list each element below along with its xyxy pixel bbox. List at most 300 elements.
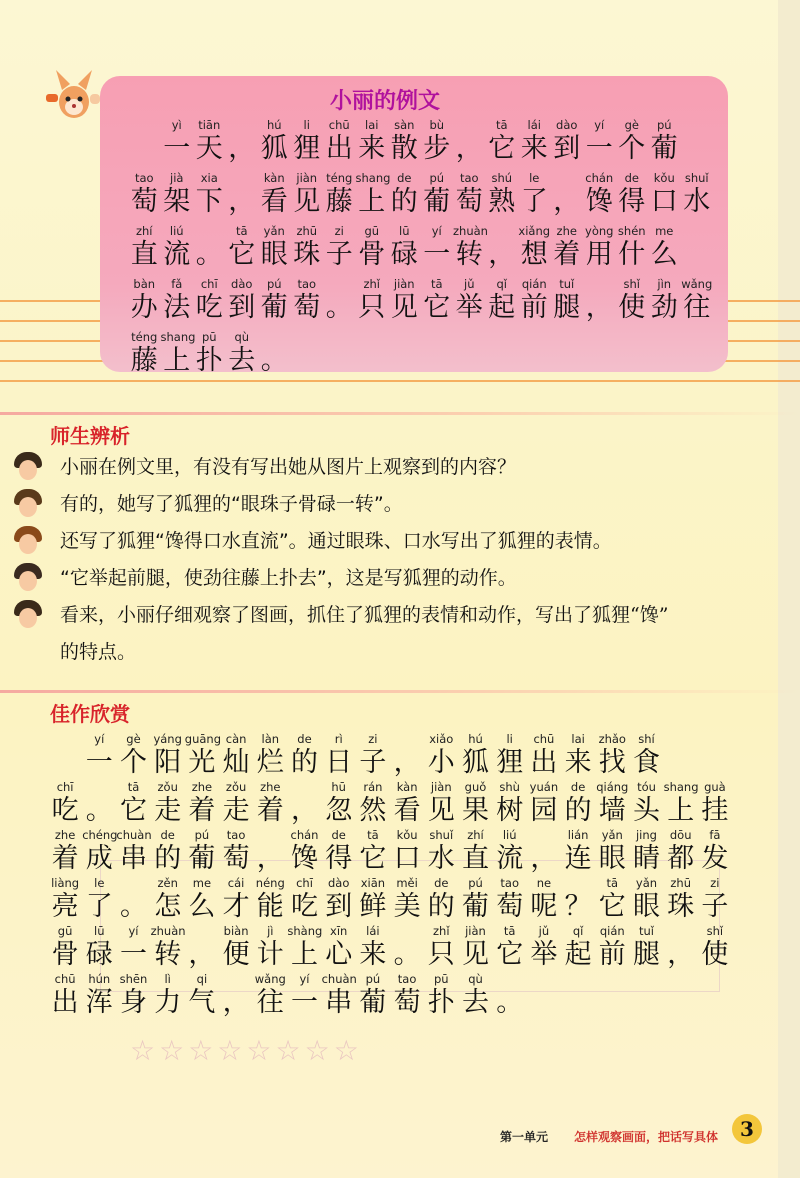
character-with-pinyin [287, 780, 321, 828]
hanzi: ， [290, 795, 318, 826]
character-with-pinyin [664, 828, 698, 876]
hanzi: 眼 [632, 891, 660, 922]
hanzi: 发 [701, 843, 729, 874]
hanzi: 葡 [423, 186, 451, 217]
hanzi: 到 [553, 133, 581, 164]
hanzi: ， [228, 133, 256, 164]
pinyin: tā [495, 118, 508, 132]
hanzi: 想 [520, 239, 548, 270]
pinyin: kàn [396, 780, 418, 794]
hanzi: 见 [427, 795, 455, 826]
character-with-pinyin [421, 224, 454, 272]
hanzi: 墙 [598, 795, 626, 826]
pinyin: pū [201, 330, 217, 344]
hanzi: 狐 [461, 747, 489, 778]
character-with-pinyin [151, 780, 185, 828]
pinyin: qù [234, 330, 250, 344]
hanzi: 日 [325, 747, 353, 778]
pinyin: zhǐ [433, 924, 450, 938]
character-with-pinyin [561, 924, 595, 972]
pinyin: tao [134, 171, 154, 185]
character-with-pinyin [128, 171, 161, 219]
passage-line [48, 972, 738, 1020]
character-with-pinyin [681, 277, 714, 325]
character-with-pinyin [648, 118, 681, 166]
character-with-pinyin [226, 224, 259, 272]
character-with-pinyin [185, 972, 219, 1020]
pinyin: zǒu [225, 780, 247, 794]
pinyin: jìn [657, 277, 672, 291]
hanzi: 看 [260, 186, 288, 217]
character-with-pinyin [128, 330, 161, 378]
character-with-pinyin [527, 732, 561, 780]
character-with-pinyin [287, 924, 321, 972]
hanzi: 鲜 [359, 891, 387, 922]
pinyin: zhū [296, 224, 318, 238]
pinyin [226, 118, 259, 132]
pinyin: tuǐ [638, 924, 654, 938]
passage-line [128, 277, 713, 330]
pinyin: chī [56, 780, 74, 794]
hanzi: 直 [130, 239, 158, 270]
hanzi: 来 [564, 747, 592, 778]
pinyin: xia [200, 171, 218, 185]
character-with-pinyin [458, 972, 492, 1020]
pinyin: xiān [360, 876, 386, 890]
pinyin: yuán [529, 780, 559, 794]
pinyin: lū [94, 924, 105, 938]
pinyin: téng [326, 171, 353, 185]
hanzi: 馋 [585, 186, 613, 217]
pinyin: tā [127, 780, 140, 794]
hanzi: 一 [290, 987, 318, 1018]
pinyin: zi [710, 876, 720, 890]
hanzi: 葡 [359, 987, 387, 1018]
character-with-pinyin [527, 780, 561, 828]
hanzi: 出 [530, 747, 558, 778]
pinyin: hú [266, 118, 282, 132]
pinyin: zi [334, 224, 344, 238]
character-with-pinyin [583, 224, 616, 272]
passage-line [128, 224, 708, 277]
hanzi: 。 [496, 987, 524, 1018]
teacher-avatar-icon [12, 600, 44, 632]
pinyin: jiàn [430, 780, 452, 794]
hanzi: 食 [632, 747, 660, 778]
hanzi: 天 [195, 133, 223, 164]
hanzi: 阳 [154, 747, 182, 778]
character-with-pinyin [48, 876, 82, 924]
appreciation-heading: 佳作欣赏 [50, 702, 130, 726]
character-with-pinyin [287, 732, 321, 780]
character-with-pinyin [453, 171, 486, 219]
hanzi: 呢 [530, 891, 558, 922]
hanzi: 才 [222, 891, 250, 922]
pinyin: zhǎo [598, 732, 626, 746]
character-with-pinyin [161, 330, 194, 378]
pinyin: lì [164, 972, 171, 986]
example-passage [128, 118, 713, 383]
pinyin: dōu [669, 828, 692, 842]
hanzi: 步 [423, 133, 451, 164]
character-with-pinyin [551, 171, 584, 219]
character-with-pinyin [219, 876, 253, 924]
hanzi: 法 [163, 292, 191, 323]
passage-line [128, 330, 708, 383]
pinyin [583, 277, 616, 291]
pinyin: qián [521, 277, 547, 291]
hanzi: 灿 [222, 747, 250, 778]
hanzi: 前 [520, 292, 548, 323]
character-with-pinyin [356, 118, 389, 166]
hanzi: 么 [650, 239, 678, 270]
pinyin: biàn [223, 924, 249, 938]
hanzi: ， [228, 186, 256, 217]
character-with-pinyin [616, 277, 649, 325]
pinyin: wǎng [681, 277, 713, 291]
hanzi: 一 [119, 939, 147, 970]
pinyin [527, 828, 561, 842]
pinyin: guǒ [464, 780, 487, 794]
dialog-line [12, 487, 792, 523]
hanzi: 吃 [290, 891, 318, 922]
character-with-pinyin [486, 277, 519, 325]
pinyin: tao [226, 828, 246, 842]
hanzi: 腿 [632, 939, 660, 970]
pinyin: shú [491, 171, 513, 185]
character-with-pinyin [356, 972, 390, 1020]
pinyin: lū [399, 224, 410, 238]
pinyin [193, 224, 226, 238]
pinyin: jià [170, 171, 184, 185]
pinyin: hú [468, 732, 483, 746]
character-with-pinyin [458, 828, 492, 876]
character-with-pinyin [616, 171, 649, 219]
page-number: 3 [732, 1114, 762, 1144]
character-with-pinyin [486, 118, 519, 166]
pinyin: tā [367, 828, 379, 842]
hanzi: 浑 [85, 987, 113, 1018]
hanzi: 出 [325, 133, 353, 164]
character-with-pinyin [291, 118, 324, 166]
character-with-pinyin [291, 224, 324, 272]
hanzi: 的 [290, 747, 318, 778]
character-with-pinyin [48, 972, 82, 1020]
pinyin: bù [429, 118, 445, 132]
character-with-pinyin [322, 780, 356, 828]
hanzi: 口 [393, 843, 421, 874]
character-with-pinyin [356, 277, 389, 325]
pinyin: pú [656, 118, 672, 132]
hanzi: 的 [564, 795, 592, 826]
hanzi: ？ [564, 891, 592, 922]
hanzi: 得 [618, 186, 646, 217]
pinyin: téng [131, 330, 158, 344]
character-with-pinyin [253, 924, 287, 972]
pinyin: qǐ [496, 277, 507, 291]
pinyin: hū [331, 780, 346, 794]
pinyin: cái [227, 876, 245, 890]
character-with-pinyin [664, 780, 698, 828]
hanzi: 起 [564, 939, 592, 970]
pinyin: jiàn [393, 277, 415, 291]
character-with-pinyin [583, 118, 616, 166]
pinyin: fǎ [171, 277, 183, 291]
dialog-line [12, 450, 792, 486]
hanzi: 串 [119, 843, 147, 874]
hanzi: 下 [195, 186, 223, 217]
hanzi: 一 [423, 239, 451, 270]
dialog-text: 的特点。 [60, 641, 137, 663]
hanzi: 它 [359, 843, 387, 874]
character-with-pinyin [184, 732, 222, 780]
hanzi: 举 [455, 292, 483, 323]
pinyin: tiān [198, 118, 221, 132]
character-with-pinyin [193, 330, 226, 378]
pinyin: tao [459, 171, 479, 185]
hanzi: 么 [188, 891, 216, 922]
character-with-pinyin [629, 732, 663, 780]
hanzi: 用 [585, 239, 613, 270]
hanzi: 去 [461, 987, 489, 1018]
section-rule [0, 690, 800, 693]
character-with-pinyin [518, 224, 551, 272]
pinyin [128, 118, 161, 132]
hanzi: 串 [325, 987, 353, 1018]
hanzi: ， [455, 133, 483, 164]
pinyin: wǎng [254, 972, 286, 986]
character-with-pinyin [82, 876, 116, 924]
hanzi: 见 [461, 939, 489, 970]
hanzi: 葡 [650, 133, 678, 164]
fox-mascot-icon [44, 66, 102, 126]
character-with-pinyin [287, 972, 321, 1020]
dialog-text: 看来，小丽仔细观察了图画，抓住了狐狸的表情和动作，写出了狐狸“馋” [60, 604, 669, 626]
hanzi: 葡 [260, 292, 288, 323]
pinyin [287, 780, 321, 794]
pinyin: li [303, 118, 310, 132]
pinyin [253, 828, 287, 842]
pinyin: làn [261, 732, 280, 746]
pinyin: li [506, 732, 513, 746]
pinyin: yáng [153, 732, 182, 746]
dialog-text: “它举起前腿，使劲往藤上扑去”，这是写狐狸的动作。 [60, 567, 517, 589]
hanzi: 水 [683, 186, 711, 217]
character-with-pinyin [258, 224, 291, 272]
pinyin: qǐ [572, 924, 584, 938]
passage-line [48, 732, 738, 780]
passage-line [128, 118, 708, 171]
pinyin [390, 924, 424, 938]
character-with-pinyin [226, 118, 259, 166]
pinyin: zhe [54, 828, 76, 842]
character-with-pinyin [698, 828, 732, 876]
character-with-pinyin [193, 118, 226, 166]
hanzi: 珠 [293, 239, 321, 270]
dialog-line [12, 635, 792, 671]
hanzi: 劲 [650, 292, 678, 323]
pinyin: yí [299, 972, 310, 986]
pinyin: me [655, 224, 674, 238]
hanzi: 着 [51, 843, 79, 874]
character-with-pinyin [390, 732, 424, 780]
character-with-pinyin [185, 780, 219, 828]
character-with-pinyin [616, 224, 649, 272]
hanzi: 上 [290, 939, 318, 970]
hanzi: 的 [427, 891, 455, 922]
character-with-pinyin [258, 171, 291, 219]
character-with-pinyin [629, 780, 663, 828]
character-with-pinyin [390, 780, 424, 828]
boy2-avatar-icon [12, 563, 44, 595]
hanzi: ， [393, 747, 421, 778]
pinyin: zhuàn [453, 224, 488, 238]
character-with-pinyin [551, 277, 584, 325]
hanzi: 架 [163, 186, 191, 217]
pinyin [323, 277, 356, 291]
pinyin: xiǎo [429, 732, 454, 746]
hanzi: 忽 [325, 795, 353, 826]
character-with-pinyin [161, 118, 194, 166]
character-with-pinyin [518, 171, 551, 219]
character-with-pinyin [151, 828, 185, 876]
character-with-pinyin [698, 876, 732, 924]
hanzi: ， [488, 239, 516, 270]
pinyin: jiàn [465, 924, 486, 938]
pinyin: chuàn [116, 828, 152, 842]
character-with-pinyin [493, 972, 527, 1020]
pinyin: le [529, 171, 540, 185]
hanzi: 腿 [553, 292, 581, 323]
hanzi: 树 [496, 795, 524, 826]
pinyin: xīn [330, 924, 348, 938]
pinyin: shuǐ [684, 171, 709, 185]
hanzi: 。 [195, 239, 223, 270]
hanzi: 它 [119, 795, 147, 826]
hanzi: 葡 [461, 891, 489, 922]
dialog-line [12, 598, 792, 634]
hanzi: 熟 [488, 186, 516, 217]
hanzi [128, 132, 161, 166]
character-with-pinyin [151, 732, 185, 780]
hanzi: 出 [51, 987, 79, 1018]
character-with-pinyin [219, 780, 253, 828]
character-with-pinyin [291, 277, 324, 325]
character-with-pinyin [323, 118, 356, 166]
character-with-pinyin [219, 972, 253, 1020]
hanzi: 狐 [260, 133, 288, 164]
hanzi: ， [667, 939, 695, 970]
pinyin: lián [567, 828, 589, 842]
character-with-pinyin [356, 732, 390, 780]
pinyin: gū [364, 224, 380, 238]
hanzi: 。 [85, 795, 113, 826]
hanzi: 一 [85, 747, 113, 778]
character-with-pinyin [629, 876, 663, 924]
hanzi: 眼 [598, 843, 626, 874]
pinyin: zhí [467, 828, 484, 842]
hanzi: 转 [455, 239, 483, 270]
character-with-pinyin [390, 828, 424, 876]
pinyin [226, 171, 259, 185]
hanzi: 走 [154, 795, 182, 826]
hanzi: 成 [85, 843, 113, 874]
character-with-pinyin [356, 780, 390, 828]
character-with-pinyin [82, 924, 116, 972]
pinyin: tā [235, 224, 248, 238]
pinyin: liàng [51, 876, 80, 890]
character-with-pinyin [458, 780, 492, 828]
character-with-pinyin [424, 780, 458, 828]
pinyin: jì [267, 924, 274, 938]
pinyin: zhí [135, 224, 153, 238]
pinyin: néng [255, 876, 285, 890]
pinyin [664, 924, 698, 938]
hanzi: 萄 [222, 843, 250, 874]
hanzi: 萄 [455, 186, 483, 217]
pinyin: zhe [556, 224, 577, 238]
pinyin [258, 330, 291, 344]
pinyin: shang [160, 330, 196, 344]
character-with-pinyin [193, 224, 226, 272]
pinyin: chū [533, 732, 555, 746]
character-with-pinyin [322, 924, 356, 972]
pinyin: càn [225, 732, 247, 746]
bleed-through-stars: ☆☆☆☆☆☆☆☆ [130, 1034, 363, 1067]
hanzi: 骨 [358, 239, 386, 270]
hanzi: 一 [585, 133, 613, 164]
character-with-pinyin [356, 828, 390, 876]
dialog-text: 还写了狐狸“馋得口水直流”。通过眼珠、口水写出了狐狸的表情。 [60, 530, 612, 552]
hanzi: 去 [228, 345, 256, 376]
passage-line [48, 924, 738, 972]
pinyin: tao [397, 972, 417, 986]
character-with-pinyin [390, 924, 424, 972]
character-with-pinyin [698, 924, 732, 972]
pinyin: gū [57, 924, 73, 938]
pinyin [551, 171, 584, 185]
hanzi: 能 [256, 891, 284, 922]
character-with-pinyin [128, 224, 161, 272]
pinyin: shǐ [706, 924, 724, 938]
character-with-pinyin [48, 924, 82, 972]
character-with-pinyin [561, 876, 595, 924]
girl-avatar-icon [12, 526, 44, 558]
pinyin: tā [430, 277, 443, 291]
pinyin: dào [556, 118, 578, 132]
hanzi: 转 [154, 939, 182, 970]
hanzi: 吃 [195, 292, 223, 323]
pinyin: tao [297, 277, 317, 291]
character-with-pinyin [388, 277, 421, 325]
hanzi: 头 [632, 795, 660, 826]
pinyin: kàn [263, 171, 285, 185]
pinyin: le [94, 876, 105, 890]
character-with-pinyin [595, 828, 629, 876]
passage-line [128, 171, 711, 224]
pinyin: pú [429, 171, 445, 185]
pinyin: de [331, 828, 346, 842]
hanzi: 它 [423, 292, 451, 323]
dialog-text: 有的，她写了狐狸的“眼珠子骨碌一转”。 [60, 493, 403, 515]
pinyin: zhǐ [363, 277, 381, 291]
character-with-pinyin [185, 828, 219, 876]
character-with-pinyin [253, 828, 287, 876]
pinyin: rán [363, 780, 383, 794]
hanzi: ， [585, 292, 613, 323]
hanzi: 使 [618, 292, 646, 323]
character-with-pinyin [664, 876, 698, 924]
